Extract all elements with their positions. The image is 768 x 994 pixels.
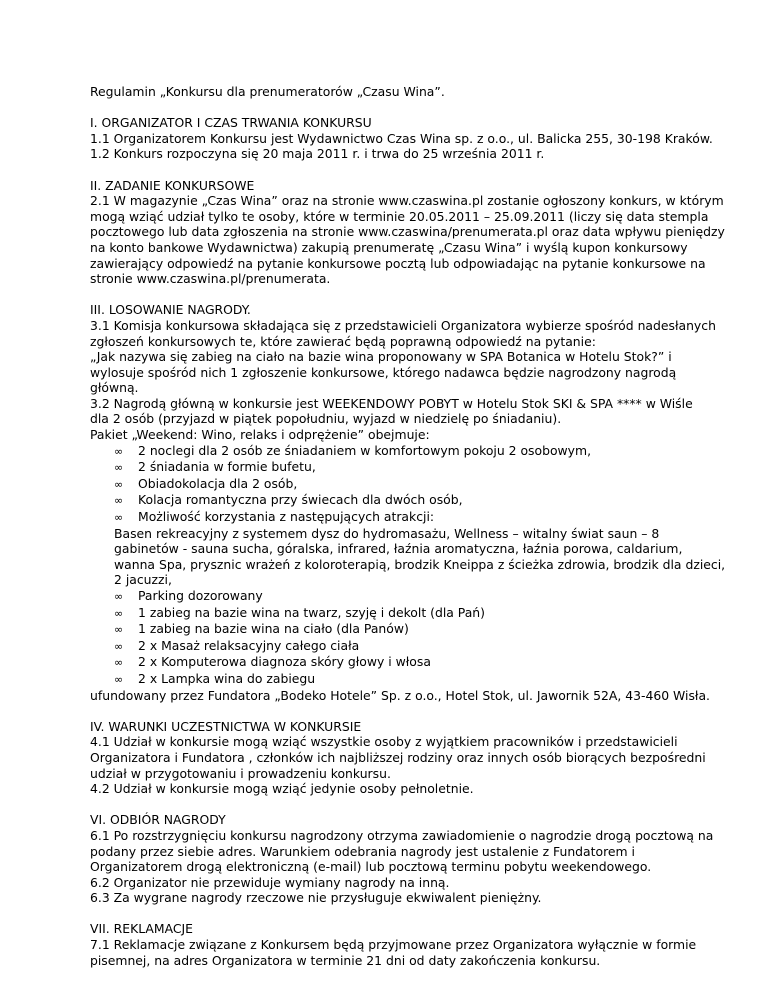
list-item: [90, 476, 686, 493]
list-item: [90, 509, 686, 526]
section-4-heading: IV. WARUNKI UCZESTNICTWA W KONKURSIE: [90, 718, 362, 734]
paragraph-4-1-line: 4.1 Udział w konkursie mogą wziąć wszystkie osoby z wyjątkiem pracowników i przedstawicieli: [90, 734, 678, 750]
paragraph-3-2-line: 3.2 Nagrodą główną w konkursie jest WEEKENDOWY POBYT w Hotelu Stok SKI & SPA **** w Wiśle: [90, 395, 693, 411]
document-body: [90, 84, 726, 968]
paragraph-2-1-line: 2.1 W magazynie „Czas Wina” oraz na stronie www.czaswina.pl zostanie ogłoszony konkurs, w którym: [90, 193, 724, 209]
paragraph-6-1-line: 6.1 Po rozstrzygnięciu konkursu nagrodzony otrzyma zawiadomienie o nagrodzie drogą pocztową na: [90, 827, 714, 843]
list-item: [90, 605, 686, 622]
section-7-heading: VII. REKLAMACJE: [90, 921, 193, 937]
paragraph-2-1-line: pocztowego lub data zgłoszenia na stronie www.czaswina/prenumerata.pl oraz data wpływu pieniędzy: [90, 224, 725, 240]
spacer: [90, 100, 686, 116]
list-item: [90, 671, 686, 688]
paragraph-3-2-line: dla 2 osób (przyjazd w piątek popołudniu, wyjazd w niedzielę po śniadaniu).: [90, 411, 562, 427]
list-item-text: 2 x Lampka wina do zabiegu: [138, 670, 316, 686]
spacer: [90, 162, 686, 178]
list-item: [90, 638, 686, 655]
section-6-heading: VI. ODBIÓR NAGRODY: [90, 812, 226, 828]
list-item: [90, 654, 686, 671]
paragraph-2-1-line: mogą wziąć udział tylko te osoby, które w terminie 20.05.2011 – 25.09.2011 (liczy się data stempla: [90, 208, 709, 224]
spacer: [90, 703, 686, 719]
spacer: [90, 287, 686, 303]
list-item-text: 2 x Masaż relaksacyjny całego ciała: [138, 637, 360, 653]
section-1-heading: I. ORGANIZATOR I CZAS TRWANIA KONKURSU: [90, 115, 372, 131]
paragraph-6-2: 6.2 Organizator nie przewiduje wymiany nagrody na inną.: [90, 874, 450, 890]
paragraph-4-1-line: Organizatora i Fundatora , członków ich najbliższej rodziny oraz innych osób biorących bezpośredni: [90, 749, 706, 765]
paragraph-2-1-line: zawierający odpowiedź na pytanie konkursowe pocztą lub odpowiadając na pytanie konkursowe na: [90, 255, 706, 271]
list-item-text: 2 x Komputerowa diagnoza skóry głowy i włosa: [138, 654, 431, 670]
bullet-icon: ∞: [114, 590, 124, 603]
list-item-text: 1 zabieg na bazie wina na twarz, szyję i dekolt (dla Pań): [138, 604, 485, 620]
bullet-icon: ∞: [114, 606, 124, 620]
list-item-text: 1 zabieg na bazie wina na ciało (dla Panów): [138, 621, 409, 637]
paragraph-3-1-line: główną.: [90, 380, 139, 396]
paragraph-2-1-line: na konto bankowe Wydawnictwa) zakupią prenumeratę „Czasu Wina” i wyślą kupon konkursowy: [90, 239, 688, 255]
bullet-icon: ∞: [114, 494, 124, 508]
list-item-text: 2 noclegi dla 2 osób ze śniadaniem w komfortowym pokoju 2 osobowym,: [138, 442, 592, 458]
attractions-text: Basen rekreacyjny z systemem dysz do hydromasażu, Wellness – witalny świat saun – 8: [114, 525, 660, 541]
list-item: [90, 588, 686, 605]
list-item-text: Możliwość korzystania z następujących atrakcji:: [138, 509, 435, 525]
bullet-icon: ∞: [114, 444, 124, 458]
bullet-icon: ∞: [114, 623, 124, 637]
paragraph-1-1: 1.1 Organizatorem Konkursu jest Wydawnictwo Czas Wina sp. z o.o., ul. Balicka 255, 30-198 Kraków.: [90, 130, 713, 146]
document-title: Regulamin „Konkursu dla prenumeratorów „Czasu Wina”.: [90, 84, 445, 99]
paragraph-3-1-line: zgłoszeń konkursowych te, które zawierać będą poprawną odpowiedź na pytanie:: [90, 333, 596, 349]
paragraph-4-2: 4.2 Udział w konkursie mogą wziąć jedynie osoby pełnoletnie.: [90, 781, 474, 797]
list-item: [90, 492, 686, 509]
paragraph-1-2: 1.2 Konkurs rozpoczyna się 20 maja 2011 r. i trwa do 25 września 2011 r.: [90, 146, 545, 162]
paragraph-7-1-line: pisemnej, na adres Organizatora w terminie 21 dni od daty zakończenia konkursu.: [90, 952, 601, 968]
attractions-text: gabinetów - sauna sucha, góralska, infrared, łaźnia aromatyczna, łaźnia porowa, caldarium,: [114, 541, 683, 557]
paragraph-7-1-line: 7.1 Reklamacje związane z Konkursem będą przyjmowane przez Organizatora wyłącznie w formie: [90, 937, 697, 953]
package-intro: Pakiet „Weekend: Wino, relaks i odprężenie” obejmuje:: [90, 427, 430, 443]
paragraph-6-1-line: Organizatorem drogą elektroniczną (e-mail) lub pocztową terminu pobytu weekendowego.: [90, 859, 652, 875]
attractions-text: wanna Spa, prysznic wrażeń z koloroterapią, brodzik Kneippa z ścieżka zdrowia, brodzik dla dzieci,: [114, 556, 726, 572]
paragraph-4-1-line: udział w przygotowaniu i prowadzeniu konkursu.: [90, 765, 391, 781]
bullet-icon: ∞: [114, 639, 124, 653]
list-item-text: Kolacja romantyczna przy świecach dla dwóch osób,: [138, 492, 463, 508]
bullet-icon: ∞: [114, 656, 124, 670]
attractions-text: 2 jacuzzi,: [114, 572, 172, 588]
list-item: [90, 443, 686, 460]
section-2-heading: II. ZADANIE KONKURSOWE: [90, 177, 255, 193]
paragraph-6-1-line: podany przez siebie adres. Warunkiem odebrania nagrody jest ustalenie z Fundatorem i: [90, 843, 635, 859]
list-item-text: Parking dozorowany: [138, 588, 263, 603]
bullet-icon: ∞: [114, 461, 124, 475]
bullet-icon: ∞: [114, 477, 124, 491]
list-item-text: Obiadokolacja dla 2 osób,: [138, 475, 298, 491]
paragraph-3-1-line: 3.1 Komisja konkursowa składająca się z przedstawicieli Organizatora wybierze spośród nadesłanych: [90, 317, 716, 333]
spacer: [90, 906, 686, 922]
paragraph-6-3: 6.3 Za wygrane nagrody rzeczowe nie przysługuje ekwiwalent pieniężny.: [90, 890, 542, 906]
spacer: [90, 797, 686, 813]
list-item: [90, 621, 686, 638]
section-3-heading: III. LOSOWANIE NAGRODY.: [90, 302, 251, 318]
list-item-text: 2 śniadania w formie bufetu,: [138, 459, 316, 475]
list-item: [90, 459, 686, 476]
bullet-icon: ∞: [114, 511, 124, 525]
funder-line: ufundowany przez Fundatora „Bodeko Hotele” Sp. z o.o., Hotel Stok, ul. Jawornik 52A, 43-460 Wisła.: [90, 687, 710, 703]
paragraph-3-1-line: wylosuje spośród nich 1 zgłoszenie konkursowe, którego nadawca będzie nagrodzony nagrodą: [90, 364, 677, 380]
paragraph-2-1-line: stronie www.czaswina.pl/prenumerata.: [90, 271, 331, 287]
contest-question: „Jak nazywa się zabieg na ciało na bazie wina proponowany w SPA Botanica w Hotelu Stok?” i: [90, 349, 672, 365]
bullet-icon: ∞: [114, 672, 124, 686]
